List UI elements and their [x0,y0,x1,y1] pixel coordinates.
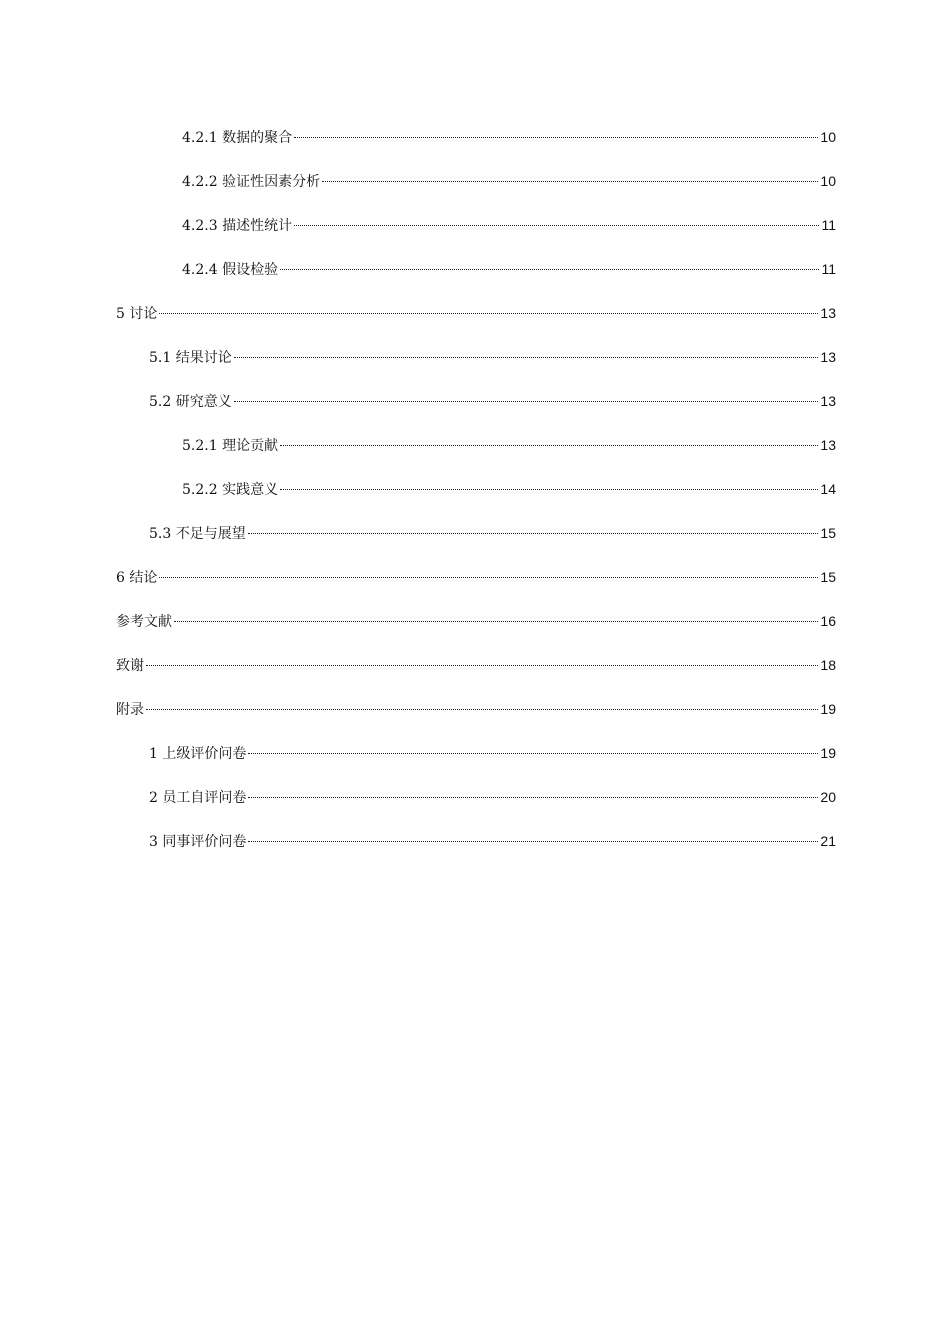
toc-dot-leader [234,357,819,358]
toc-entry-page: 10 [820,129,836,145]
toc-entry[interactable] [116,344,836,388]
toc-dot-leader [280,445,818,446]
toc-entry-page: 13 [820,349,836,365]
toc-entry-title: 参考文献 [116,614,172,630]
toc-entry-page: 15 [820,569,836,585]
toc-dot-leader [146,709,818,710]
toc-entry-page: 19 [820,745,836,761]
toc-entry-title: 2 员工自评问卷 [149,790,247,806]
toc-entry[interactable] [116,256,836,300]
toc-entry[interactable] [116,212,836,256]
toc-entry-title: 5.2.1 理论贡献 [182,438,279,454]
toc-dot-leader [294,225,819,226]
toc-entry-page: 13 [820,305,836,321]
toc-dot-leader [280,269,819,270]
toc-entry-page: 15 [820,525,836,541]
toc-entry-page: 13 [820,393,836,409]
toc-entry-page: 14 [820,481,836,497]
toc-entry-page: 11 [821,261,836,277]
toc-entry[interactable] [116,784,836,828]
toc-entry[interactable] [116,652,836,696]
toc-dot-leader [294,137,818,138]
toc-entry-title: 1 上级评价问卷 [149,746,247,762]
toc-entry[interactable] [116,476,836,520]
toc-entry-title: 附录 [116,702,144,718]
toc-entry[interactable] [116,300,836,344]
toc-dot-leader [146,665,818,666]
toc-entry-page: 19 [820,701,836,717]
toc-entry-title: 4.2.1 数据的聚合 [182,130,293,146]
toc-entry-title: 5 讨论 [116,306,158,322]
toc-entry[interactable] [116,564,836,608]
toc-entry-title: 4.2.4 假设检验 [182,262,279,278]
toc-entry-page: 18 [820,657,836,673]
toc-entry-title: 5.2.2 实践意义 [182,482,279,498]
toc-entry[interactable] [116,828,836,872]
toc-dot-leader [280,489,818,490]
toc-entry[interactable] [116,608,836,652]
toc-entry[interactable] [116,432,836,476]
toc-dot-leader [322,181,818,182]
toc-dot-leader [248,753,818,754]
toc-dot-leader [248,533,819,534]
toc-entry[interactable] [116,168,836,212]
toc-entry-title: 3 同事评价问卷 [149,834,247,850]
toc-dot-leader [159,313,818,314]
toc-entry-title: 5.3 不足与展望 [149,526,246,542]
toc-entry-title: 5.2 研究意义 [149,394,232,410]
toc-entry[interactable] [116,740,836,784]
table-of-contents [116,124,836,872]
toc-dot-leader [248,797,818,798]
toc-entry-page: 16 [820,613,836,629]
toc-entry-page: 13 [820,437,836,453]
toc-entry-page: 10 [820,173,836,189]
toc-dot-leader [234,401,819,402]
toc-entry-page: 11 [821,217,836,233]
toc-entry-page: 21 [820,833,836,849]
toc-entry-title: 6 结论 [116,570,158,586]
toc-entry[interactable] [116,124,836,168]
toc-dot-leader [248,841,818,842]
toc-entry[interactable] [116,388,836,432]
toc-entry[interactable] [116,520,836,564]
toc-entry-title: 4.2.3 描述性统计 [182,218,293,234]
toc-dot-leader [174,621,818,622]
toc-entry-title: 5.1 结果讨论 [149,350,232,366]
toc-entry[interactable] [116,696,836,740]
toc-entry-title: 4.2.2 验证性因素分析 [182,174,321,190]
toc-entry-page: 20 [820,789,836,805]
toc-entry-title: 致谢 [116,658,144,674]
toc-dot-leader [159,577,818,578]
